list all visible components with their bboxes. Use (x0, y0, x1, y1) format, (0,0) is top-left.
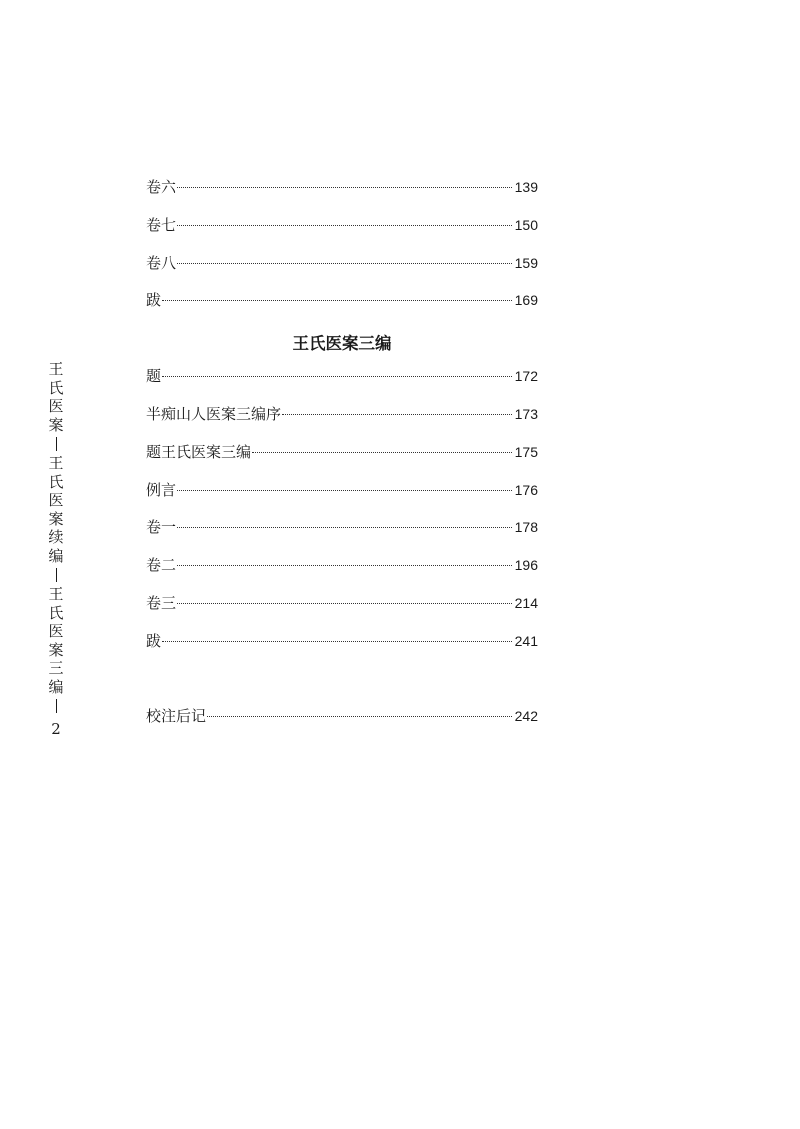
toc-entry-label: 卷一 (146, 518, 177, 537)
running-header (44, 360, 68, 739)
toc-entry[interactable] (146, 554, 538, 592)
dot-leader (162, 300, 512, 301)
toc-entry-label: 例言 (146, 480, 177, 499)
header-title-segment (48, 454, 63, 565)
toc-entry[interactable] (146, 516, 538, 554)
toc-entry[interactable] (146, 214, 538, 252)
header-char: 案 (48, 640, 64, 659)
page-number: 2 (51, 720, 61, 738)
header-char: 医 (48, 622, 64, 640)
dot-leader (177, 225, 512, 226)
toc-entry[interactable] (146, 289, 538, 327)
header-dash (56, 437, 57, 451)
toc-entry-page: 176 (514, 481, 538, 498)
header-char: 案 (48, 509, 64, 528)
dot-leader (162, 641, 512, 642)
header-char: 氏 (48, 378, 64, 397)
section-title: 王氏医案三编 (292, 334, 392, 354)
header-char: 编 (48, 677, 64, 696)
header-char: 医 (48, 491, 64, 509)
toc-entry-page: 175 (514, 443, 538, 460)
table-of-contents (146, 176, 538, 743)
header-char: 医 (48, 397, 64, 415)
toc-entry[interactable] (146, 705, 538, 743)
toc-entry[interactable] (146, 441, 538, 479)
header-char: 三 (48, 659, 64, 677)
toc-entry[interactable] (146, 592, 538, 630)
header-char: 氏 (48, 472, 64, 491)
toc-entry-label: 半痴山人医案三编序 (146, 404, 282, 423)
header-dash (56, 699, 57, 713)
dot-leader (207, 716, 512, 717)
toc-entry-page: 173 (514, 405, 538, 422)
header-char: 王 (48, 360, 64, 378)
toc-entry-page: 241 (514, 632, 538, 649)
header-title-segment (48, 360, 63, 434)
toc-entry-label: 跋 (146, 631, 162, 650)
toc-entry-page: 139 (514, 179, 538, 195)
dot-leader (282, 414, 512, 415)
toc-entry[interactable] (146, 479, 538, 517)
toc-entry[interactable] (146, 176, 538, 214)
toc-entry[interactable] (146, 630, 538, 668)
toc-entry-page: 242 (514, 708, 538, 725)
toc-entry-page: 178 (514, 519, 538, 536)
header-char: 案 (48, 415, 64, 434)
dot-leader (177, 527, 512, 528)
toc-entry-label: 卷七 (146, 215, 177, 234)
dot-leader (177, 187, 512, 188)
dot-leader (162, 376, 512, 377)
toc-entry-label: 题 (146, 367, 162, 386)
toc-entry[interactable] (146, 365, 538, 403)
header-char: 氏 (48, 603, 64, 622)
toc-entry-page: 150 (514, 216, 538, 233)
toc-entry-label: 卷六 (146, 178, 177, 196)
toc-entry-page: 159 (514, 254, 538, 271)
dot-leader (177, 263, 512, 264)
dot-leader (252, 452, 512, 453)
toc-entry-label: 卷八 (146, 253, 177, 272)
dot-leader (177, 565, 512, 566)
header-title-segment (48, 585, 63, 696)
toc-entry-page: 169 (514, 292, 538, 309)
header-char: 编 (48, 546, 64, 565)
toc-entry-page: 172 (514, 368, 538, 385)
toc-entry-page: 196 (514, 557, 538, 574)
header-char: 续 (48, 528, 64, 546)
toc-entry-label: 跋 (146, 291, 162, 310)
toc-entry-label: 卷二 (146, 556, 177, 575)
toc-entry[interactable] (146, 403, 538, 441)
spacer (146, 668, 538, 706)
toc-entry-label: 题王氏医案三编 (146, 442, 252, 461)
toc-entry-label: 卷三 (146, 593, 177, 612)
header-dash (56, 568, 57, 582)
toc-entry-page: 214 (514, 594, 538, 611)
dot-leader (177, 603, 512, 604)
header-char: 王 (48, 454, 64, 472)
header-char: 王 (48, 585, 64, 603)
toc-entry-label: 校注后记 (146, 707, 207, 726)
dot-leader (177, 490, 512, 491)
toc-entry[interactable] (146, 252, 538, 290)
